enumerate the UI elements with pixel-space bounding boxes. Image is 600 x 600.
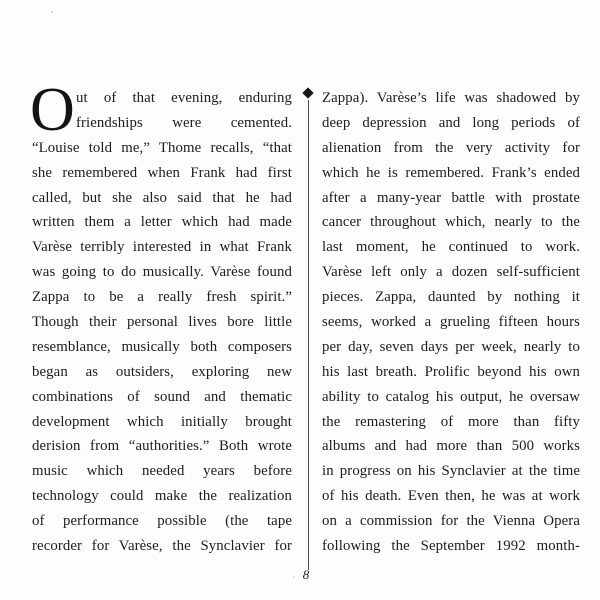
scan-speck xyxy=(283,490,285,492)
text-line: was going to do musically. Varèse found xyxy=(32,264,292,281)
text-line: Varèse terribly interested in what Frank xyxy=(32,239,292,256)
text-line: technology could make the realization xyxy=(32,488,292,505)
right-column-text xyxy=(322,86,580,559)
text-line: last moment, he continued to work. xyxy=(322,239,580,256)
scan-speck xyxy=(293,576,295,578)
text-line: resemblance, musically both composers xyxy=(32,338,292,355)
text-line: in progress on his Synclavier at the time xyxy=(322,463,580,480)
diamond-ornament xyxy=(302,87,313,98)
text-line: combinations of sound and thematic xyxy=(32,388,292,405)
text-line: derision from “authorities.” Both wrote xyxy=(32,438,292,455)
right-column xyxy=(322,86,580,559)
text-line: development which initially brought xyxy=(32,413,292,430)
text-line: following the September 1992 month- xyxy=(322,538,580,555)
text-line: friendships were cemented. xyxy=(76,114,292,131)
text-line: Zappa to be a really fresh spirit.” xyxy=(32,289,292,306)
text-line: she remembered when Frank had first xyxy=(32,164,292,181)
text-line: Zappa). Varèse’s life was shadowed by xyxy=(322,90,580,106)
column-divider-line xyxy=(308,100,309,570)
text-line: the remastering of more than fifty xyxy=(322,413,580,430)
text-line: his last breath. Prolific beyond his own xyxy=(322,363,580,380)
text-line: Though their personal lives bore little xyxy=(32,314,292,331)
text-line: albums and had more than 500 works xyxy=(322,438,580,455)
text-line: Varèse left only a dozen self-sufficient xyxy=(322,264,580,281)
text-line: began as outsiders, exploring new xyxy=(32,363,292,380)
text-line: of performance possible (the tape xyxy=(32,513,292,530)
text-line: of his death. Even then, he was at work xyxy=(322,488,580,505)
text-line: after a many-year battle with prostate xyxy=(322,189,580,206)
text-line: which he is remembered. Frank’s ended xyxy=(322,164,580,181)
text-line: “Louise told me,” Thome recalls, “that xyxy=(32,139,292,156)
text-line: per day, seven days per week, nearly to xyxy=(322,338,580,355)
scan-speck xyxy=(51,11,53,13)
text-line: seems, worked a grueling fifteen hours xyxy=(322,314,580,331)
text-line: alienation from the very activity for xyxy=(322,139,580,156)
drop-cap: O xyxy=(30,76,75,144)
text-line: ut of that evening, enduring xyxy=(76,90,292,106)
text-line: called, but she also said that he had xyxy=(32,189,292,206)
page-number: 8 xyxy=(302,567,310,582)
text-line: music which needed years before xyxy=(32,463,292,480)
text-line: cancer throughout which, nearly to the xyxy=(322,214,580,231)
text-line: ability to catalog his output, he oversaw xyxy=(322,388,580,405)
text-line: written them a letter which had made xyxy=(32,214,292,231)
text-line: pieces. Zappa, daunted by nothing it xyxy=(322,289,580,306)
text-line: on a commission for the Vienna Opera xyxy=(322,513,580,530)
text-line: deep depression and long periods of xyxy=(322,114,580,131)
left-column-text xyxy=(32,86,292,559)
text-line: recorder for Varèse, the Synclavier for xyxy=(32,538,292,555)
left-column xyxy=(30,76,292,559)
